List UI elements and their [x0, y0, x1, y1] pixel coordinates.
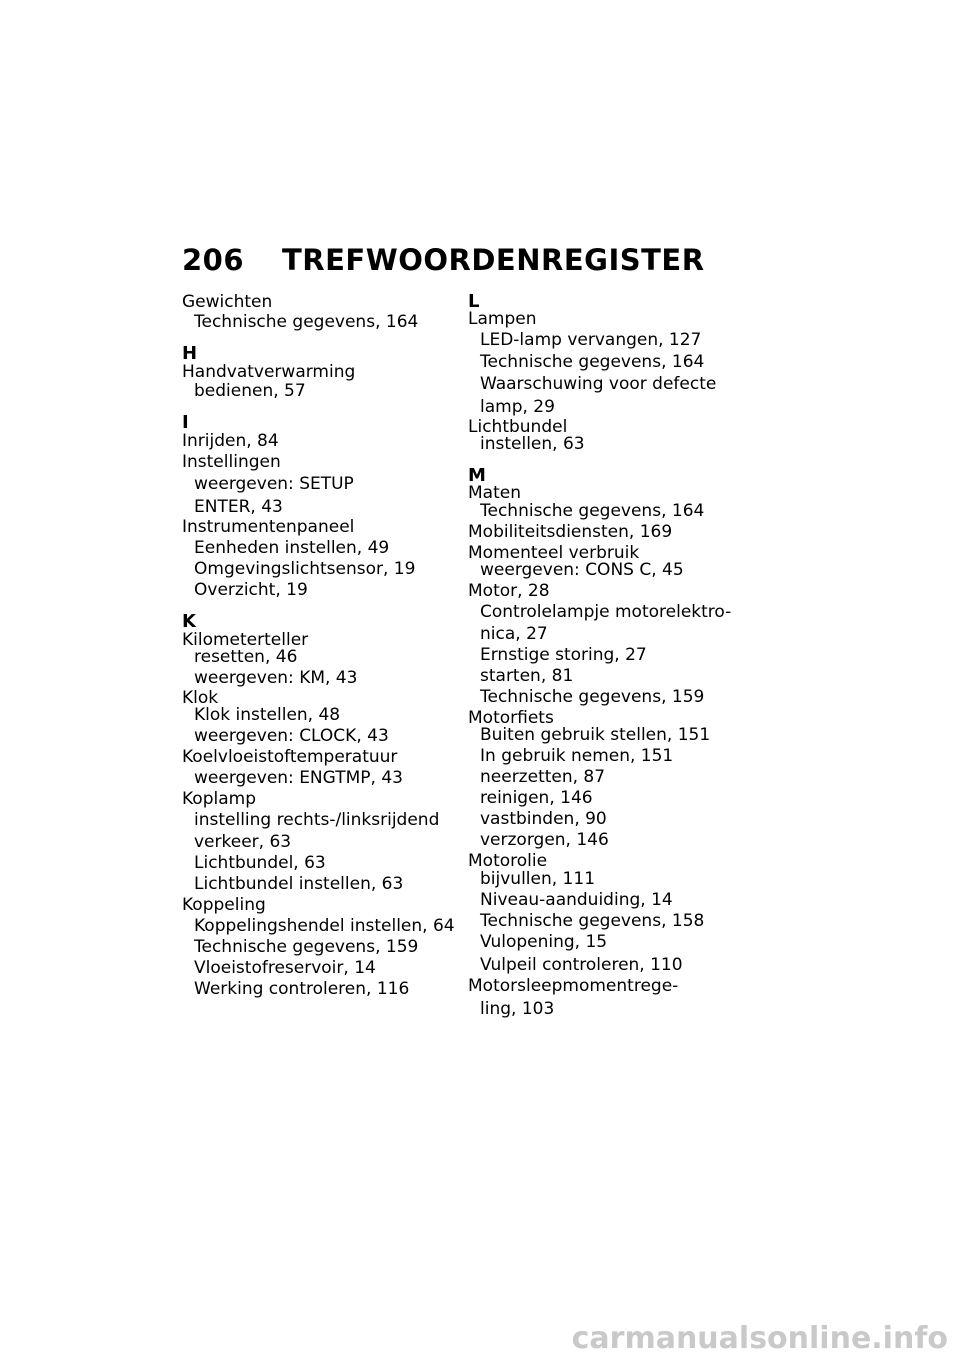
index-subentry: Klok instellen, 48 [194, 705, 341, 725]
index-subentry: verkeer, 63 [194, 832, 292, 852]
section-letter: K [182, 611, 196, 632]
index-subentry: resetten, 46 [194, 647, 298, 667]
index-subentry: Vulpeil controleren, 110 [480, 955, 683, 975]
page-header [182, 242, 705, 278]
section-letter: H [182, 343, 198, 364]
watermark: carmanualsonline.info [571, 1321, 948, 1356]
index-subentry: weergeven: SETUP [194, 474, 354, 494]
index-subentry: Niveau-aanduiding, 14 [480, 890, 673, 910]
index-term: Kilometerteller [182, 630, 309, 650]
index-subentry: Eenheden instellen, 49 [194, 538, 390, 558]
index-subentry: ENTER, 43 [194, 497, 283, 517]
index-term: Motorolie [468, 851, 548, 871]
index-subentry: bedienen, 57 [194, 381, 306, 401]
index-subentry: weergeven: ENGTMP, 43 [194, 768, 403, 788]
index-subentry: Buiten gebruik stellen, 151 [480, 725, 711, 745]
index-subentry: Technische gegevens, 158 [480, 911, 705, 931]
index-subentry: Controlelampje motorelektro- [480, 602, 732, 622]
index-term: Instrumentenpaneel [182, 517, 355, 537]
index-subentry: Ernstige storing, 27 [480, 645, 647, 665]
index-term: Handvatverwarming [182, 362, 356, 382]
index-term: Lampen [468, 309, 537, 329]
index-subentry: verzorgen, 146 [480, 830, 609, 850]
index-subentry: Technische gegevens, 159 [480, 687, 705, 707]
index-subentry: In gebruik nemen, 151 [480, 746, 674, 766]
index-subentry: Lichtbundel instellen, 63 [194, 874, 404, 894]
index-subentry: Overzicht, 19 [194, 580, 308, 600]
index-subentry: Technische gegevens, 164 [480, 352, 705, 372]
index-term: Inrijden, 84 [182, 431, 279, 451]
section-letter: M [468, 465, 486, 486]
index-subentry: LED-lamp vervangen, 127 [480, 330, 702, 350]
index-term: Koppeling [182, 895, 266, 915]
index-term: Gewichten [182, 292, 273, 312]
index-subentry: Werking controleren, 116 [194, 979, 410, 999]
section-letter: I [182, 412, 189, 433]
index-term: Lichtbundel [468, 417, 568, 437]
index-term: Mobiliteitsdiensten, 169 [468, 522, 673, 542]
index-term: Momenteel verbruik [468, 543, 640, 563]
index-subentry: starten, 81 [480, 666, 574, 686]
index-subentry: Omgevingslichtsensor, 19 [194, 559, 416, 579]
index-term: Koplamp [182, 789, 256, 809]
page-number: 206 [182, 243, 245, 277]
index-subentry: nica, 27 [480, 624, 548, 644]
index-subentry: neerzetten, 87 [480, 767, 606, 787]
index-subentry: Technische gegevens, 164 [194, 312, 419, 332]
index-subentry: Vulopening, 15 [480, 932, 608, 952]
index-term: Koelvloeistoftemperatuur [182, 747, 398, 767]
index-subentry: ling, 103 [480, 999, 555, 1019]
index-subentry: Waarschuwing voor defecte [480, 374, 717, 394]
index-term: Maten [468, 483, 521, 503]
index-subentry: weergeven: KM, 43 [194, 668, 358, 688]
section-letter: L [468, 291, 480, 312]
index-term: Instellingen [182, 452, 281, 472]
index-subentry: Technische gegevens, 164 [480, 501, 705, 521]
index-subentry: weergeven: CONS C, 45 [480, 560, 684, 580]
index-subentry: Lichtbundel, 63 [194, 853, 326, 873]
page-title: TREFWOORDENREGISTER [282, 243, 705, 277]
index-subentry: bijvullen, 111 [480, 869, 596, 889]
index-subentry: instellen, 63 [480, 434, 585, 454]
index-subentry: Vloeistofreservoir, 14 [194, 958, 376, 978]
index-subentry: lamp, 29 [480, 397, 555, 417]
index-subentry: Technische gegevens, 159 [194, 937, 419, 957]
index-term: Motorsleepmomentrege- [468, 976, 679, 996]
index-term: Motorfiets [468, 708, 554, 728]
index-subentry: weergeven: CLOCK, 43 [194, 726, 389, 746]
index-term: Klok [182, 688, 219, 708]
index-subentry: instelling rechts-/linksrijdend [194, 810, 440, 830]
index-term: Motor, 28 [468, 581, 550, 601]
index-subentry: reinigen, 146 [480, 788, 593, 808]
index-subentry: vastbinden, 90 [480, 809, 607, 829]
index-subentry: Koppelingshendel instellen, 64 [194, 916, 455, 936]
